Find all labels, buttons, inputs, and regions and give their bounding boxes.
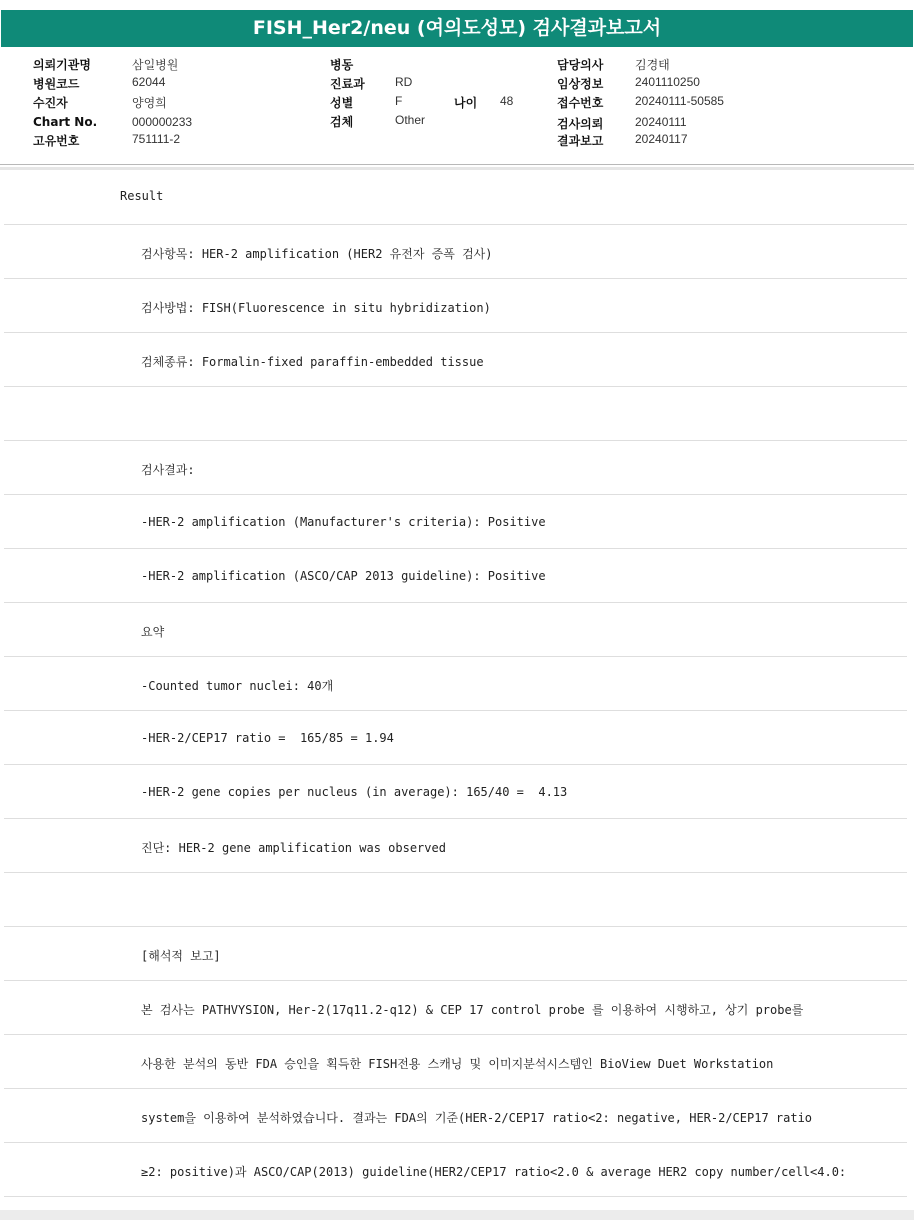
report-line [4, 1089, 907, 1143]
report-body [4, 170, 907, 1197]
report-line [4, 873, 907, 927]
report-line-text: 검사항목: HER-2 amplification (HER2 유전자 증폭 검사) [141, 247, 493, 261]
info-value: 김경태 [635, 58, 670, 72]
info-label: 임상정보 [557, 77, 604, 91]
info-value: 62044 [132, 75, 166, 89]
report-line-text: 검사결과: [141, 463, 195, 477]
report-line-text: 진단: HER-2 gene amplification was observed [141, 841, 446, 855]
report-line-text: [해석적 보고] [141, 949, 221, 963]
report-line [4, 279, 907, 333]
info-label: 고유번호 [33, 134, 80, 148]
report-header [0, 0, 914, 170]
patient-info-grid [0, 52, 914, 162]
info-value: Other [395, 113, 426, 127]
report-line [4, 170, 907, 225]
report-line-text: -Counted tumor nuclei: 40개 [141, 679, 334, 693]
report-title: FISH_Her2/neu (여의도성모) 검사결과보고서 [1, 10, 913, 47]
report-line [4, 387, 907, 441]
report-line-text: 검사방법: FISH(Fluorescence in situ hybridization) [141, 301, 491, 315]
report-line [4, 549, 907, 603]
info-value: 000000233 [132, 115, 193, 129]
info-label: 성별 [330, 96, 354, 110]
report-line-text: ≥2: positive)과 ASCO/CAP(2013) guideline(HER2/CEP17 ratio<2.0 & average HER2 copy number/cell<4.0: [141, 1165, 847, 1179]
info-value: 751111-2 [132, 132, 181, 146]
report-line-text: 요약 [141, 625, 165, 639]
info-value: 20240117 [635, 132, 688, 146]
report-line-text: -HER-2 amplification (ASCO/CAP 2013 guideline): Positive [141, 569, 546, 583]
info-value: 48 [500, 94, 514, 108]
report-line-text: -HER-2 gene copies per nucleus (in average): 165/40 = 4.13 [141, 785, 568, 799]
info-label: 접수번호 [557, 96, 604, 110]
report-line-text: 본 검사는 PATHVYSION, Her-2(17q11.2-q12) & CEP 17 control probe 를 이용하여 시행하고, 상기 probe를 [141, 1003, 804, 1017]
report-line [4, 981, 907, 1035]
report-line [4, 927, 907, 981]
report-line-text: -HER-2 amplification (Manufacturer's criteria): Positive [141, 515, 546, 529]
info-label: 검체 [330, 115, 354, 129]
info-label: 결과보고 [557, 134, 604, 148]
info-label: 병동 [330, 58, 354, 72]
report-line [4, 765, 907, 819]
report-line [4, 1035, 907, 1089]
info-value: RD [395, 75, 413, 89]
report-line-text: system을 이용하여 분석하였습니다. 결과는 FDA의 기준(HER-2/CEP17 ratio<2: negative, HER-2/CEP17 ratio [141, 1111, 813, 1125]
info-value: 양영희 [132, 96, 167, 110]
info-label: 수진자 [33, 96, 68, 110]
report-line [4, 1143, 907, 1197]
report-line [4, 441, 907, 495]
header-divider [0, 164, 914, 165]
report-line-text: 검체종류: Formalin-fixed paraffin-embedded tissue [141, 355, 484, 369]
info-label: 나이 [454, 96, 478, 110]
info-label: 담당의사 [557, 58, 604, 72]
info-label: 진료과 [330, 77, 365, 91]
bottom-scroll-area[interactable] [0, 1210, 914, 1220]
info-label: 검사의뢰 [557, 117, 604, 131]
report-line-text: Result [120, 189, 164, 203]
info-label: Chart No. [33, 115, 98, 129]
info-value: 20240111 [635, 115, 687, 129]
report-line [4, 711, 907, 765]
info-label: 의뢰기관명 [33, 58, 91, 72]
report-line [4, 225, 907, 279]
report-line [4, 657, 907, 711]
report-line-text: -HER-2/CEP17 ratio = 165/85 = 1.94 [141, 731, 394, 745]
report-line-text: 사용한 분석의 동반 FDA 승인을 획득한 FISH전용 스캐닝 및 이미지분석시스템인 BioView Duet Workstation [141, 1057, 774, 1071]
report-line [4, 603, 907, 657]
report-line [4, 495, 907, 549]
info-value: 2401110250 [635, 75, 700, 89]
report-line [4, 819, 907, 873]
info-value: 삼일병원 [132, 58, 179, 72]
info-label: 병원코드 [33, 77, 80, 91]
report-line [4, 333, 907, 387]
info-value: F [395, 94, 403, 108]
info-value: 20240111-50585 [635, 94, 724, 108]
